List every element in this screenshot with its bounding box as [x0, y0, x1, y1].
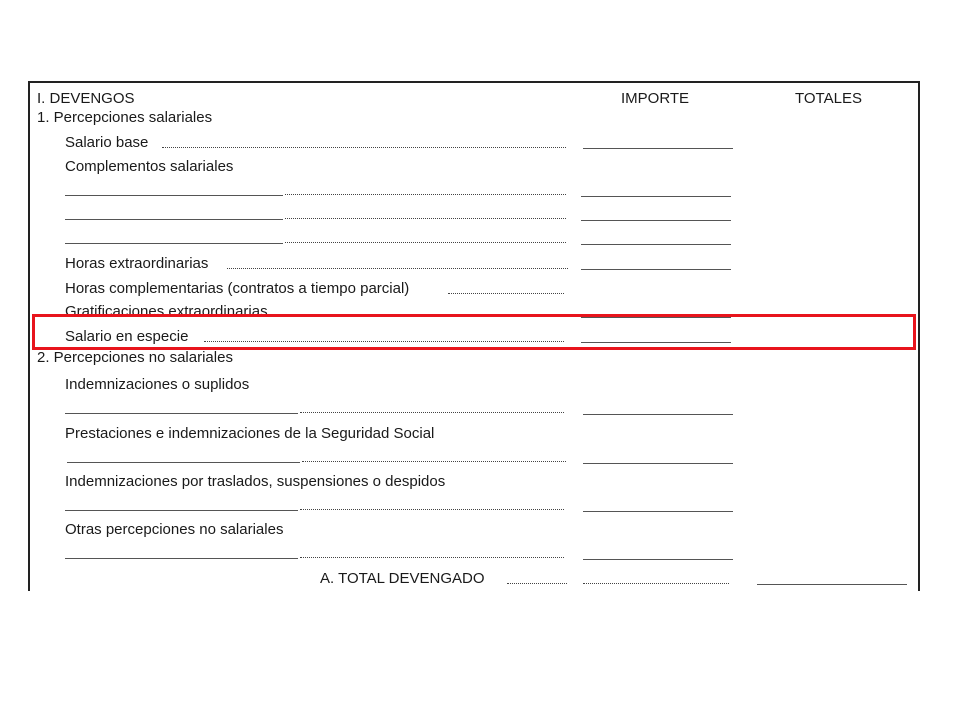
otras-name-field[interactable] [65, 558, 298, 559]
prestaciones-field[interactable] [583, 463, 733, 464]
indemnizaciones-dots [300, 412, 564, 413]
horas-extra-dots [227, 268, 568, 269]
total-devengado-dots [507, 583, 567, 584]
prestaciones-name-field[interactable] [67, 462, 300, 463]
prestaciones-dots [302, 461, 566, 462]
salario-base-label: Salario base [65, 134, 149, 151]
group1-title: 1. Percepciones salariales [37, 109, 213, 126]
indemnizaciones-name-field[interactable] [65, 413, 298, 414]
section-title: I. DEVENGOS [37, 90, 135, 107]
traslados-name-field[interactable] [65, 510, 298, 511]
salario-base-field[interactable] [583, 148, 733, 149]
total-importe-field[interactable] [583, 583, 729, 584]
total-devengado-label: A. TOTAL DEVENGADO [320, 570, 485, 587]
complemento-1-dots [285, 194, 566, 195]
total-totales-field[interactable] [757, 584, 907, 585]
complemento-2-dots [285, 218, 566, 219]
prestaciones-label: Prestaciones e indemnizaciones de la Seguridad Social [65, 425, 435, 442]
group2-title: 2. Percepciones no salariales [37, 350, 233, 366]
horas-extra-label: Horas extraordinarias [65, 255, 209, 272]
otras-dots [300, 557, 564, 558]
horas-compl-dots [448, 293, 564, 294]
importe-header: IMPORTE [621, 90, 690, 107]
group2-title-wrap [37, 350, 233, 367]
traslados-field[interactable] [583, 511, 733, 512]
salario-especie-label: Salario en especie [65, 328, 189, 345]
horas-extra-field[interactable] [581, 269, 731, 270]
indemnizaciones-field[interactable] [583, 414, 733, 415]
complemento-2-name-field[interactable] [65, 219, 283, 220]
complemento-3-dots [285, 242, 566, 243]
salario-base-dots [162, 147, 566, 148]
totales-header: TOTALES [795, 90, 862, 107]
complemento-1-name-field[interactable] [65, 195, 283, 196]
complemento-3-field[interactable] [581, 244, 731, 245]
complementos-label: Complementos salariales [65, 158, 234, 175]
highlight-box [32, 314, 916, 350]
horas-compl-label: Horas complementarias (contratos a tiempo parcial) [65, 280, 410, 297]
traslados-label: Indemnizaciones por traslados, suspensiones o despidos [65, 473, 446, 490]
complemento-3-name-field[interactable] [65, 243, 283, 244]
complemento-2-field[interactable] [581, 220, 731, 221]
complemento-1-field[interactable] [581, 196, 731, 197]
indemnizaciones-label: Indemnizaciones o suplidos [65, 376, 250, 393]
otras-field[interactable] [583, 559, 733, 560]
traslados-dots [300, 509, 564, 510]
gratificaciones-label: Gratificaciones extraordinarias [65, 303, 268, 315]
otras-label: Otras percepciones no salariales [65, 521, 284, 538]
